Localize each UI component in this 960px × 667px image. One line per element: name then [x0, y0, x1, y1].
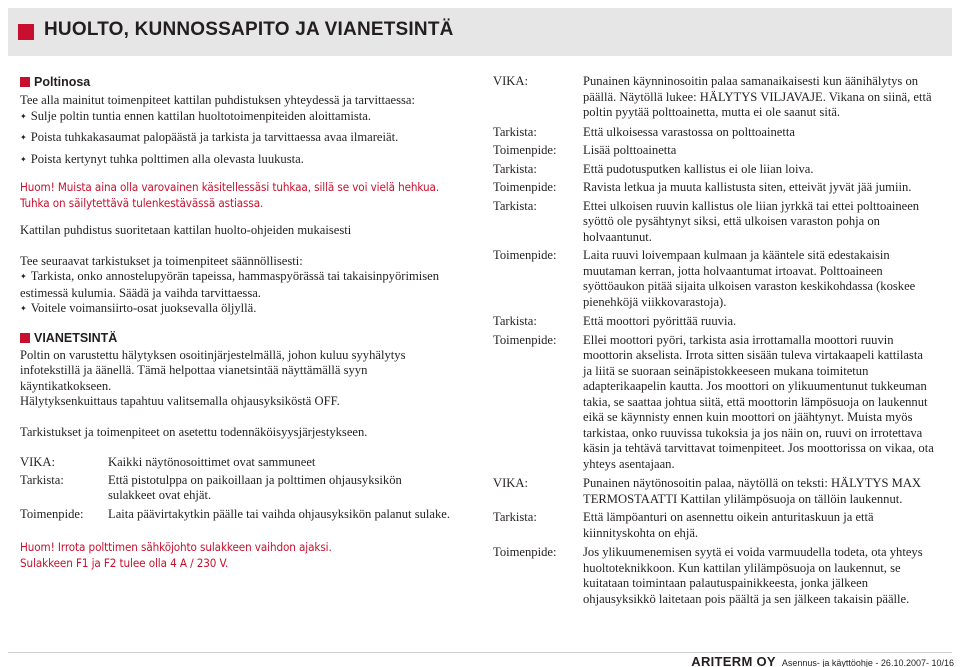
row-value: Ellei moottori pyöri, tarkista asia irrottamalla moottori ruuvin moottorin akselista. Irrota sitten sisään tuleva virtakaapeli kattilasta ja liitä se suoraan seinäpistokkeeseen mukana toimitetun adapterikaapelin kautta. Jos moottori on ylikuumentunut tukkeuman takia, se saattaa johtua siitä, että moottorin lämpösuoja on laukennut eikä se käynnisty ennen kuin moottori on jäähtynyt. Muista myös tarkistaa, onko ruuvissa tukoksia ja jos näin on, ruuvi on irrotettava käsin ja tehtävä tarvittavat toimenpiteet. Jos moottorissa on vikaa, ota yhteys asentajaan.	[583, 332, 934, 471]
list-item: ✦ Voitele voimansiirto-osat juoksevalla öljyllä.	[20, 301, 460, 318]
section-marker-square	[20, 333, 30, 343]
fault-row	[493, 180, 933, 196]
warning-text: Sulakkeen F1 ja F2 tulee olla 4 A / 230 V.	[20, 556, 229, 570]
footer-divider	[8, 652, 952, 653]
section-heading-poltinosa	[20, 74, 460, 90]
row-value: Laita päävirtakytkin päälle tai vaihda ohjausyksikön palanut sulake.	[108, 506, 451, 521]
row-value: Ettei ulkoisen ruuvin kallistus ole liian jyrkkä tai ettei polttoaineen syöttö ole pysähtynyt siksi, että ulkoisen varaston pohja on holvaantunut.	[583, 198, 920, 244]
section-title: VIANETSINTÄ	[34, 330, 118, 345]
section-heading-vianetsinta	[20, 330, 460, 346]
right-column	[493, 74, 933, 607]
fault-row	[493, 333, 933, 473]
section-title: Poltinosa	[34, 75, 91, 89]
row-value: Punainen käynninosoitin palaa samanaikaisesti kun äänihälytys on päällä. Näytöllä lukee: HÄLYTYS VILJAVAJE. Vikana on siinä, että poltin pyytää polttoainetta, mutta ei ole saanut sitä.	[583, 74, 932, 119]
left-column	[20, 74, 460, 571]
row-value: Että ulkoisessa varastossa on polttoainetta	[583, 124, 795, 139]
page-footer	[691, 654, 954, 667]
warning-text: Tuhka on säilytettävä tulenkestävässä astiassa.	[20, 196, 264, 210]
paragraph: Hälytyksenkuittaus tapahtuu valitsemalla ohjausyksiköstä OFF.	[20, 394, 340, 408]
fault-row	[493, 199, 933, 246]
checks-intro: Tee seuraavat tarkistukset ja toimenpiteet säännöllisesti:	[20, 253, 303, 268]
document-info: Asennus- ja käyttöohje - 26.10.2007- 10/16	[781, 658, 954, 667]
row-value: Laita ruuvi loivempaan kulmaan ja kääntele sitä edestakaisin muutaman kerran, jotta holvaantumat irtoavat. Polttoaineen syöttöaukon pitää sijaita ulkoisen varaston keskikohdassa (koskee pienehköjä viikkovarastoja).	[583, 248, 916, 309]
row-value: Lisää polttoainetta	[583, 143, 677, 157]
row-label: Tarkista:	[493, 124, 537, 139]
row-value: Punainen näytönosoitin palaa, näytöllä on teksti: HÄLYTYS MAX TERMOSTAATTI Kattilan ylilämpösuoja on tällöin laukennut.	[583, 476, 922, 506]
row-label: Toimenpide:	[493, 180, 557, 194]
fault-row	[20, 455, 460, 471]
fault-row	[493, 125, 933, 141]
row-value: Ravista letkua ja muuta kallistusta siten, etteivät jyvät jää jumiin.	[583, 180, 912, 194]
paragraph: Tarkistukset ja toimenpiteet on asetettu todennäköisyysjärjestykseen.	[20, 424, 368, 439]
fault-row	[493, 314, 933, 330]
list-item: ✦ Poista tuhkakasaumat palopäästä ja tarkista ja tarvittaessa avaa ilmareiät.	[20, 130, 460, 147]
row-value: Että lämpöanturi on asennettu oikein anturitaskuun ja että kiinnityskohta on ehjä.	[583, 510, 874, 540]
header-marker-square	[18, 24, 34, 40]
fault-row	[493, 545, 933, 607]
page-title: HUOLTO, KUNNOSSAPITO JA VIANETSINTÄ	[44, 19, 454, 40]
row-label: Tarkista:	[493, 161, 537, 176]
row-label: Tarkista:	[493, 198, 537, 213]
row-label: VIKA:	[493, 476, 528, 490]
brand-name: ARITERM OY	[691, 654, 776, 667]
section-marker-square	[20, 77, 30, 87]
row-label: Toimenpide:	[493, 332, 557, 347]
fault-row	[493, 476, 933, 507]
intro-text: Tee alla mainitut toimenpiteet kattilan puhdistuksen yhteydessä ja tarvittaessa:	[20, 93, 416, 107]
fault-row	[20, 473, 460, 504]
row-label: Toimenpide:	[493, 248, 557, 262]
row-value: Että moottori pyörittää ruuvia.	[583, 314, 737, 328]
fault-row	[20, 507, 460, 523]
row-label: Tarkista:	[493, 510, 537, 524]
row-label: Tarkista:	[493, 314, 537, 328]
fault-row	[493, 248, 933, 310]
row-value: Että pudotusputken kallistus ei ole liian loiva.	[583, 161, 814, 176]
row-value: Että pistotulppa on paikoillaan ja polttimen ohjausyksikön sulakkeet ovat ehjät.	[108, 472, 402, 502]
warning-text: Huom! Muista aina olla varovainen käsitellessäsi tuhkaa, sillä se voi vielä hehkua.	[20, 180, 440, 194]
warning-text: Huom! Irrota polttimen sähköjohto sulakkeen vaihdon ajaksi.	[20, 540, 332, 554]
list-item: ✦ Tarkista, onko annostelupyörän tapeissa, hammaspyörässä tai takaisinpyörimisen estimessä kulumia. Säädä ja vaihda tarvittaessa.	[20, 269, 460, 301]
row-label: VIKA:	[493, 74, 528, 88]
row-label: VIKA:	[20, 455, 55, 469]
fault-row	[493, 162, 933, 178]
note-text: Kattilan puhdistus suoritetaan kattilan huolto-ohjeiden mukaisesti	[20, 223, 352, 237]
fault-row	[493, 74, 933, 121]
paragraph: Poltin on varustettu hälytyksen osoitinjärjestelmällä, johon kuluu syyhälytys infotekstillä ja äänellä. Tämä helpottaa vianetsintää näyttämällä syyn käyntikatkokseen.	[20, 347, 406, 393]
row-value: Jos ylikuumenemisen syytä ei voida varmuudella todeta, ota yhteys huoltoteknikkoon. Kun kattilan ylilämpösuoja on laukennut, se kuitataan toimintaan palautuspainikkeesta, jonka jälkeen ohjausyksikkö laitetaan pois päältä ja sen jälkeen takaisin päälle.	[583, 545, 923, 606]
row-value: Kaikki näytönosoittimet ovat sammuneet	[108, 455, 316, 469]
list-item: ✦ Sulje poltin tuntia ennen kattilan huoltotoimenpiteiden aloittamista.	[20, 109, 460, 126]
row-label: Toimenpide:	[493, 143, 557, 157]
row-label: Toimenpide:	[493, 545, 557, 559]
row-label: Tarkista:	[20, 472, 64, 487]
page-header	[8, 8, 952, 56]
fault-row	[493, 143, 933, 159]
row-label: Toimenpide:	[20, 506, 84, 521]
list-item: ✦ Poista kertynyt tuhka polttimen alla olevasta luukusta.	[20, 152, 460, 169]
fault-row	[493, 510, 933, 541]
